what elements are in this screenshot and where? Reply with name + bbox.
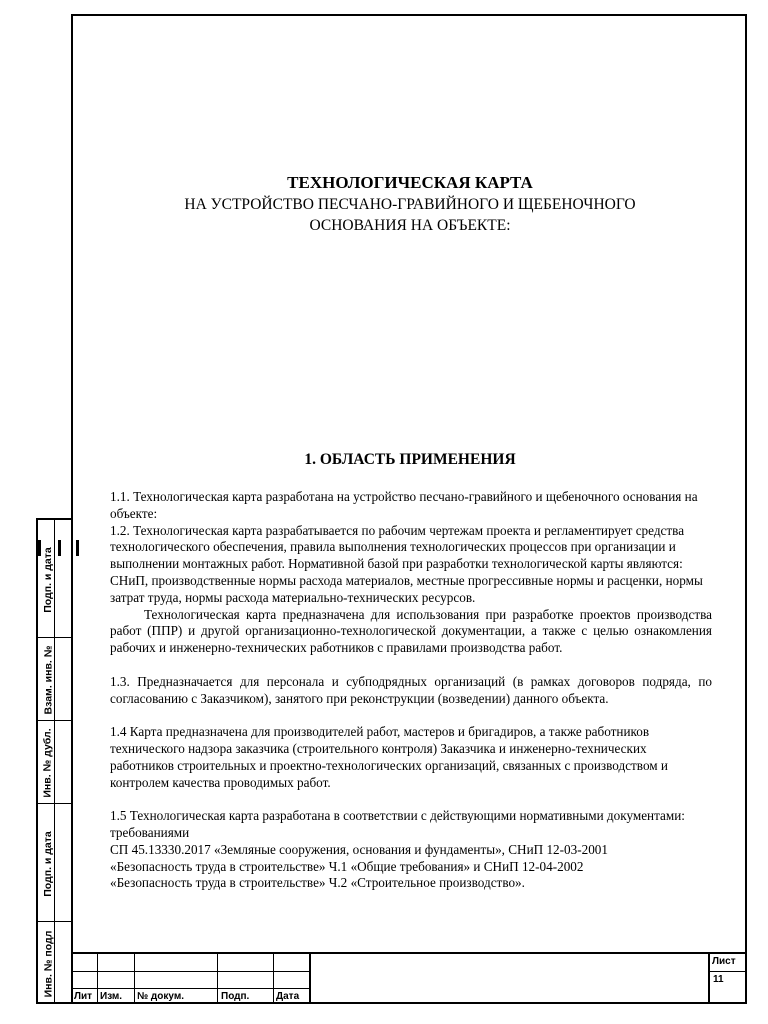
norm-line-1: СП 45.13330.2017 «Земляные сооружения, основания и фундаменты», СНиП 12-03-2001 [110,841,608,857]
side-label-sign-date-1: Подп. и дата [42,547,54,613]
paragraph-1-3: 1.3. Предназначается для персонала и субподрядных организаций (в рамках договоров подряда, по согласованию с Заказчиком), занятого при реконструкции (возведении) данного объекта. [110,673,712,706]
sheet-number-box [708,954,747,1004]
sheet-label: Лист [712,956,736,967]
paragraph-purpose: Технологическая карта предназначена для использования при разработке проектов производства работ (ППР) и другой организационно-технологической документации, а также с целью ознакомления рабочих и инженерно-технических работников с правилами производства работ. [110,606,712,656]
section-heading: 1. ОБЛАСТЬ ПРИМЕНЕНИЯ [304,451,516,468]
stamp-label-sign: Подп. [221,991,250,1002]
stamp-label-date: Дата [276,991,300,1002]
paragraph-1-4: 1.4 Карта предназначена для производителей работ, мастеров и бригадиров, а также работников технического надзора заказчика (строительного контроля) Заказчика и инженерно-технических работников строительных и проектно-технологических организаций, связанных с производством и контролем качества проводимых работ. [110,724,668,790]
side-label-sign-date-2: Подп. и дата [42,830,54,897]
paragraph-1-1: 1.1. Технологическая карта разработана на устройство песчано-гравийного и щебеночного основания на объекте: [110,489,698,521]
section-body [110,489,712,892]
side-label-inv-dup: Инв. № дубл. [42,728,54,798]
stamp-label-izm: Изм. [100,991,123,1002]
paragraph-1-2: 1.2. Технологическая карта разрабатывается по рабочим чертежам проекта и регламентирует средства технологического обеспечения, правила выполнения технологических процессов при организации и выполнении монтажных работ. Нормативной базой при разработки технологической карты являются: СНиП, производственные нормы расхода материалов, местные прогрессивные нормы и расценки, нормы затрат труда, нормы расхода материально-технических ресурсов. [110,522,703,605]
document-subtitle [100,194,720,236]
bottom-stamp [71,952,747,1004]
sheet-label-cell [710,954,747,972]
subtitle-line-1: НА УСТРОЙСТВО ПЕСЧАНО-ГРАВИЙНОГО И ЩЕБЕНОЧНОГО [184,196,636,213]
side-label-inv-replace: Взам. инв. № [42,645,54,715]
tick-mark [76,540,79,556]
side-stamp [36,518,71,1004]
sheet-number: 11 [713,974,724,985]
stamp-label-lit: Лит [74,991,93,1002]
stamp-label-doc: № докум. [137,991,184,1002]
subtitle-line-2: ОСНОВАНИЯ НА ОБЪЕКТЕ: [309,217,511,234]
norm-line-2: «Безопасность труда в строительстве» Ч.1 «Общие требования» и СНиП 12-04-2002 [110,858,584,874]
document-title: ТЕХНОЛОГИЧЕСКАЯ КАРТА [287,173,533,192]
paragraph-1-5: 1.5 Технологическая карта разработана в соответствии с действующими нормативными документами: требованиями [110,808,685,840]
side-label-inv-orig: Инв. № подл [42,930,55,998]
norm-line-3: «Безопасность труда в строительстве» Ч.2 «Строительное производство». [110,875,525,891]
